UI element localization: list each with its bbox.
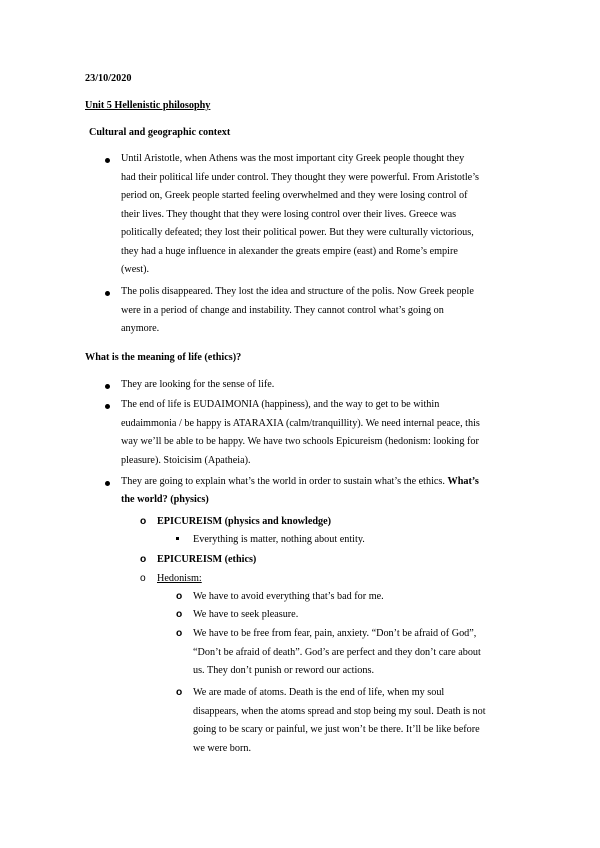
context-paragraph-1 (121, 150, 516, 280)
hedonism-item-4 (193, 684, 516, 758)
physics-item: Everything is matter, nothing about entity. (193, 534, 365, 545)
text-line: We are made of atoms. Death is the end of life, when my soul (193, 687, 445, 698)
outline-marker-icon: o (176, 609, 183, 620)
outline-marker-icon: o (140, 516, 147, 527)
bullet-icon (105, 158, 110, 163)
text-span: They are going to explain what’s the world in order to sustain what’s the ethics. (121, 476, 445, 487)
text-line: had their political life under control. They thought they were powerful. From Aristotle’s (121, 171, 479, 183)
text-line: they had a huge influence in alexander the greats empire (east) and Rome’s empire (121, 245, 458, 257)
text-span-bold: What’s (447, 476, 479, 487)
text-line: period on, Greek people started feeling overwhelmed and they were losing control of (121, 190, 468, 201)
date: 23/10/2020 (85, 73, 132, 84)
text-line: We have to be free from fear, pain, anxiety. “Don’t be afraid of God”, (193, 628, 477, 639)
sub-heading-physics: EPICUREISM (physics and knowledge) (157, 516, 332, 527)
hedonism-heading: Hedonism: (157, 573, 202, 584)
text-line: “Don’t be afraid of death”. God’s are perfect and they don’t care about (193, 646, 481, 658)
text-line: The end of life is EUDAIMONIA (happiness), and the way to get to be within (121, 399, 440, 410)
text-line: going to be scary or painful, we just won’t be there. It’ll be like before (193, 724, 480, 735)
outline-marker-icon: o (176, 687, 183, 698)
hedonism-item-3 (193, 625, 516, 681)
ethics-paragraph-2 (121, 396, 516, 470)
text-line: Until Aristotle, when Athens was the most important city Greek people thought they (121, 153, 465, 164)
unit-title: Unit 5 Hellenistic philosophy (85, 100, 211, 111)
text-line: we were born. (193, 742, 251, 754)
text-line: politically defeated; they lost their political power. But they were culturally victorious, (121, 227, 474, 238)
text-line: were in a period of change and instability. They cannot control what’s going on (121, 304, 444, 316)
outline-marker-icon: o (140, 573, 146, 584)
text-line: way we’ll be able to be happy. We have two schools Epicureism (hedonism: looking for (121, 436, 479, 447)
outline-marker-icon: o (176, 628, 183, 639)
bullet-icon (105, 404, 110, 409)
text-line: pleasure). Stoicisim (Apatheia). (121, 454, 251, 466)
outline-marker-icon: o (176, 591, 183, 602)
bullet-icon (105, 481, 110, 486)
section-heading-context: Cultural and geographic context (89, 127, 231, 138)
text-line: (west). (121, 264, 150, 275)
text-line: us. They don’t punish or reword our actions. (193, 665, 374, 676)
text-line: eudaimmonia / be happy is ATARAXIA (calm/tranquillity). We need internal peace, this (121, 417, 480, 429)
hedonism-item-1: We have to avoid everything that’s bad for me. (193, 591, 384, 602)
context-paragraph-2 (121, 283, 516, 339)
text-line: The polis disappeared. They lost the idea and structure of the polis. Now Greek people (121, 286, 474, 297)
ethics-bullet-3-line-2: the world? (physics) (121, 494, 209, 505)
ethics-bullet-3-line-1 (121, 473, 479, 492)
text-line: their lives. They thought that they were losing control over their lives. Greece was (121, 208, 457, 220)
bullet-icon (105, 384, 110, 389)
text-line: anymore. (121, 323, 160, 334)
text-line: disappears, when the atoms spread and stop being my soul. Death is not (193, 705, 486, 717)
hedonism-item-2: We have to seek pleasure. (193, 609, 299, 620)
bullet-icon (105, 291, 110, 296)
square-bullet-icon (176, 537, 179, 540)
section-heading-ethics: What is the meaning of life (ethics)? (85, 352, 242, 363)
ethics-bullet-1: They are looking for the sense of life. (121, 379, 275, 390)
outline-marker-icon: o (140, 554, 147, 565)
sub-heading-ethics: EPICUREISM (ethics) (157, 554, 257, 565)
